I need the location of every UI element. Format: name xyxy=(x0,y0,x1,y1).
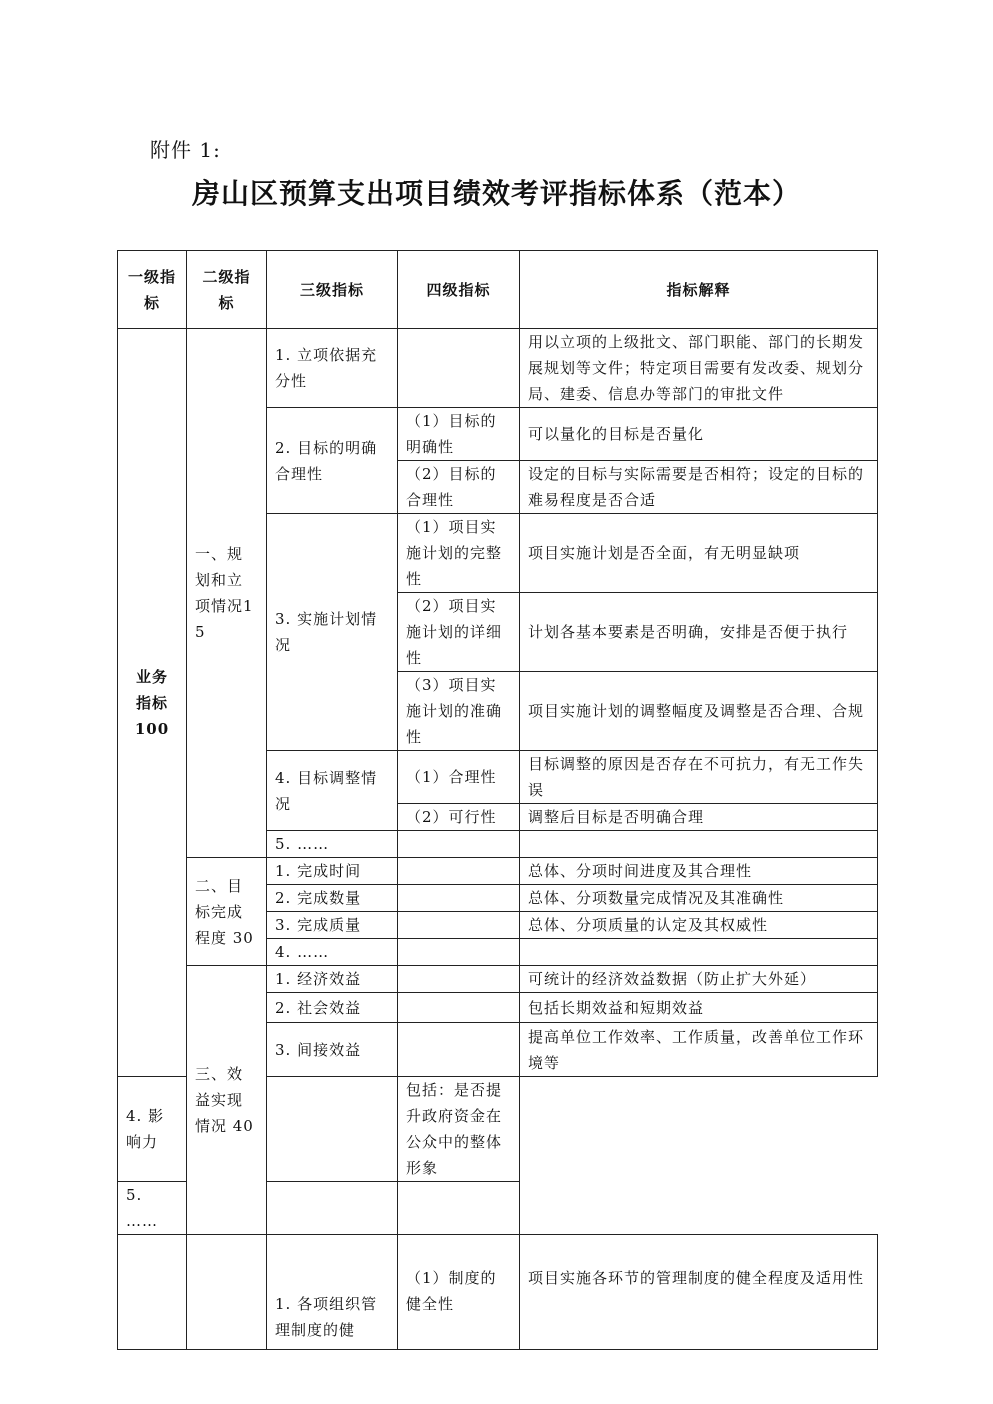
explanation-cell: 项目实施计划的调整幅度及调整是否合理、合规 xyxy=(520,672,878,751)
explanation-text: 项目实施各环节的管理制度的健全程度及适用性 xyxy=(528,1269,865,1287)
level3-cell: 1. 完成时间 xyxy=(267,858,398,885)
level3-cell: 2. 完成数量 xyxy=(267,885,398,912)
level4-cell: （1）项目实施计划的完整性 xyxy=(398,514,520,593)
table-header-row xyxy=(118,251,878,329)
level2-planning: 一、规划和立项情况15 xyxy=(187,329,267,858)
level3-cell: 4. …… xyxy=(267,939,398,966)
header-level1: 一级指标 xyxy=(118,251,187,329)
level3-cell: 2. 社会效益 xyxy=(267,993,398,1023)
level4-cell xyxy=(398,993,520,1023)
level2-benefit: 三、效益实现情况 40 xyxy=(187,966,267,1235)
level4-cell: （2）目标的合理性 xyxy=(398,461,520,514)
explanation-cell: 设定的目标与实际需要是否相符；设定的目标的难易程度是否合适 xyxy=(520,461,878,514)
level3-cell: 4. 目标调整情况 xyxy=(267,751,398,831)
explanation-cell: 包括：是否提升政府资金在公众中的整体形象 xyxy=(398,1077,520,1182)
level4-cell xyxy=(398,939,520,966)
level4-cell: （1）目标的明确性 xyxy=(398,408,520,461)
level3-cell: 3. 实施计划情况 xyxy=(267,514,398,751)
explanation-cell: 可统计的经济效益数据（防止扩大外延） xyxy=(520,966,878,993)
level4-cell: （2）可行性 xyxy=(398,804,520,831)
page-title: 房山区预算支出项目绩效考评指标体系（范本） xyxy=(191,177,801,210)
explanation-cell: 总体、分项质量的认定及其权威性 xyxy=(520,912,878,939)
indicator-table xyxy=(117,250,878,1350)
attachment-label: 附件 1: xyxy=(150,138,221,162)
level1-business: 业务指标100 xyxy=(118,329,187,1077)
explanation-cell xyxy=(520,1235,878,1350)
level4-cell xyxy=(398,858,520,885)
explanation-cell: 总体、分项时间进度及其合理性 xyxy=(520,858,878,885)
level3-cell: 3. 完成质量 xyxy=(267,912,398,939)
explanation-cell xyxy=(520,939,878,966)
level4-cell xyxy=(398,885,520,912)
header-explanation: 指标解释 xyxy=(520,251,878,329)
header-level3: 三级指标 xyxy=(267,251,398,329)
level3-cell: 3. 间接效益 xyxy=(267,1023,398,1077)
level4-cell xyxy=(398,1235,520,1350)
level4-cell: （1）合理性 xyxy=(398,751,520,804)
header-level2: 二级指标 xyxy=(187,251,267,329)
header-level4: 四级指标 xyxy=(398,251,520,329)
level4-text: （1）制度的健全性 xyxy=(406,1269,497,1313)
level4-cell xyxy=(398,329,520,408)
level3-cell: 1. 经济效益 xyxy=(267,966,398,993)
explanation-cell: 目标调整的原因是否存在不可抗力，有无工作失误 xyxy=(520,751,878,804)
level4-cell xyxy=(267,1077,398,1182)
level3-cell: 5. …… xyxy=(267,831,398,858)
level1-cell-continued xyxy=(118,1235,187,1350)
table-row xyxy=(118,966,878,993)
level4-cell xyxy=(267,1182,398,1235)
table-row xyxy=(118,858,878,885)
level4-cell xyxy=(398,1023,520,1077)
explanation-cell: 项目实施计划是否全面，有无明显缺项 xyxy=(520,514,878,593)
level2-cell-empty xyxy=(187,1235,267,1350)
level3-clipped: 1. 各项组织管理制度的健 xyxy=(275,1295,378,1339)
level2-completion: 二、目标完成程度 30 xyxy=(187,858,267,966)
explanation-cell: 包括长期效益和短期效益 xyxy=(520,993,878,1023)
table-row xyxy=(118,1235,878,1350)
explanation-cell: 计划各基本要素是否明确，安排是否便于执行 xyxy=(520,593,878,672)
level4-cell xyxy=(398,912,520,939)
level4-cell xyxy=(398,966,520,993)
explanation-cell: 调整后目标是否明确合理 xyxy=(520,804,878,831)
explanation-cell xyxy=(520,831,878,858)
level3-cell xyxy=(267,1235,398,1350)
explanation-cell xyxy=(398,1182,520,1235)
level4-cell: （3）项目实施计划的准确性 xyxy=(398,672,520,751)
level4-cell: （2）项目实施计划的详细性 xyxy=(398,593,520,672)
level3-cell: 4. 影响力 xyxy=(118,1077,187,1182)
explanation-cell: 用以立项的上级批文、部门职能、部门的长期发展规划等文件；特定项目需要有发改委、规划分局、建委、信息办等部门的审批文件 xyxy=(520,329,878,408)
level3-cell: 1. 立项依据充分性 xyxy=(267,329,398,408)
level3-cell: 2. 目标的明确合理性 xyxy=(267,408,398,514)
level4-cell xyxy=(398,831,520,858)
explanation-cell: 总体、分项数量完成情况及其准确性 xyxy=(520,885,878,912)
explanation-cell: 可以量化的目标是否量化 xyxy=(520,408,878,461)
explanation-cell: 提高单位工作效率、工作质量，改善单位工作环境等 xyxy=(520,1023,878,1077)
table-row xyxy=(118,329,878,408)
level3-cell: 5. …… xyxy=(118,1182,187,1235)
